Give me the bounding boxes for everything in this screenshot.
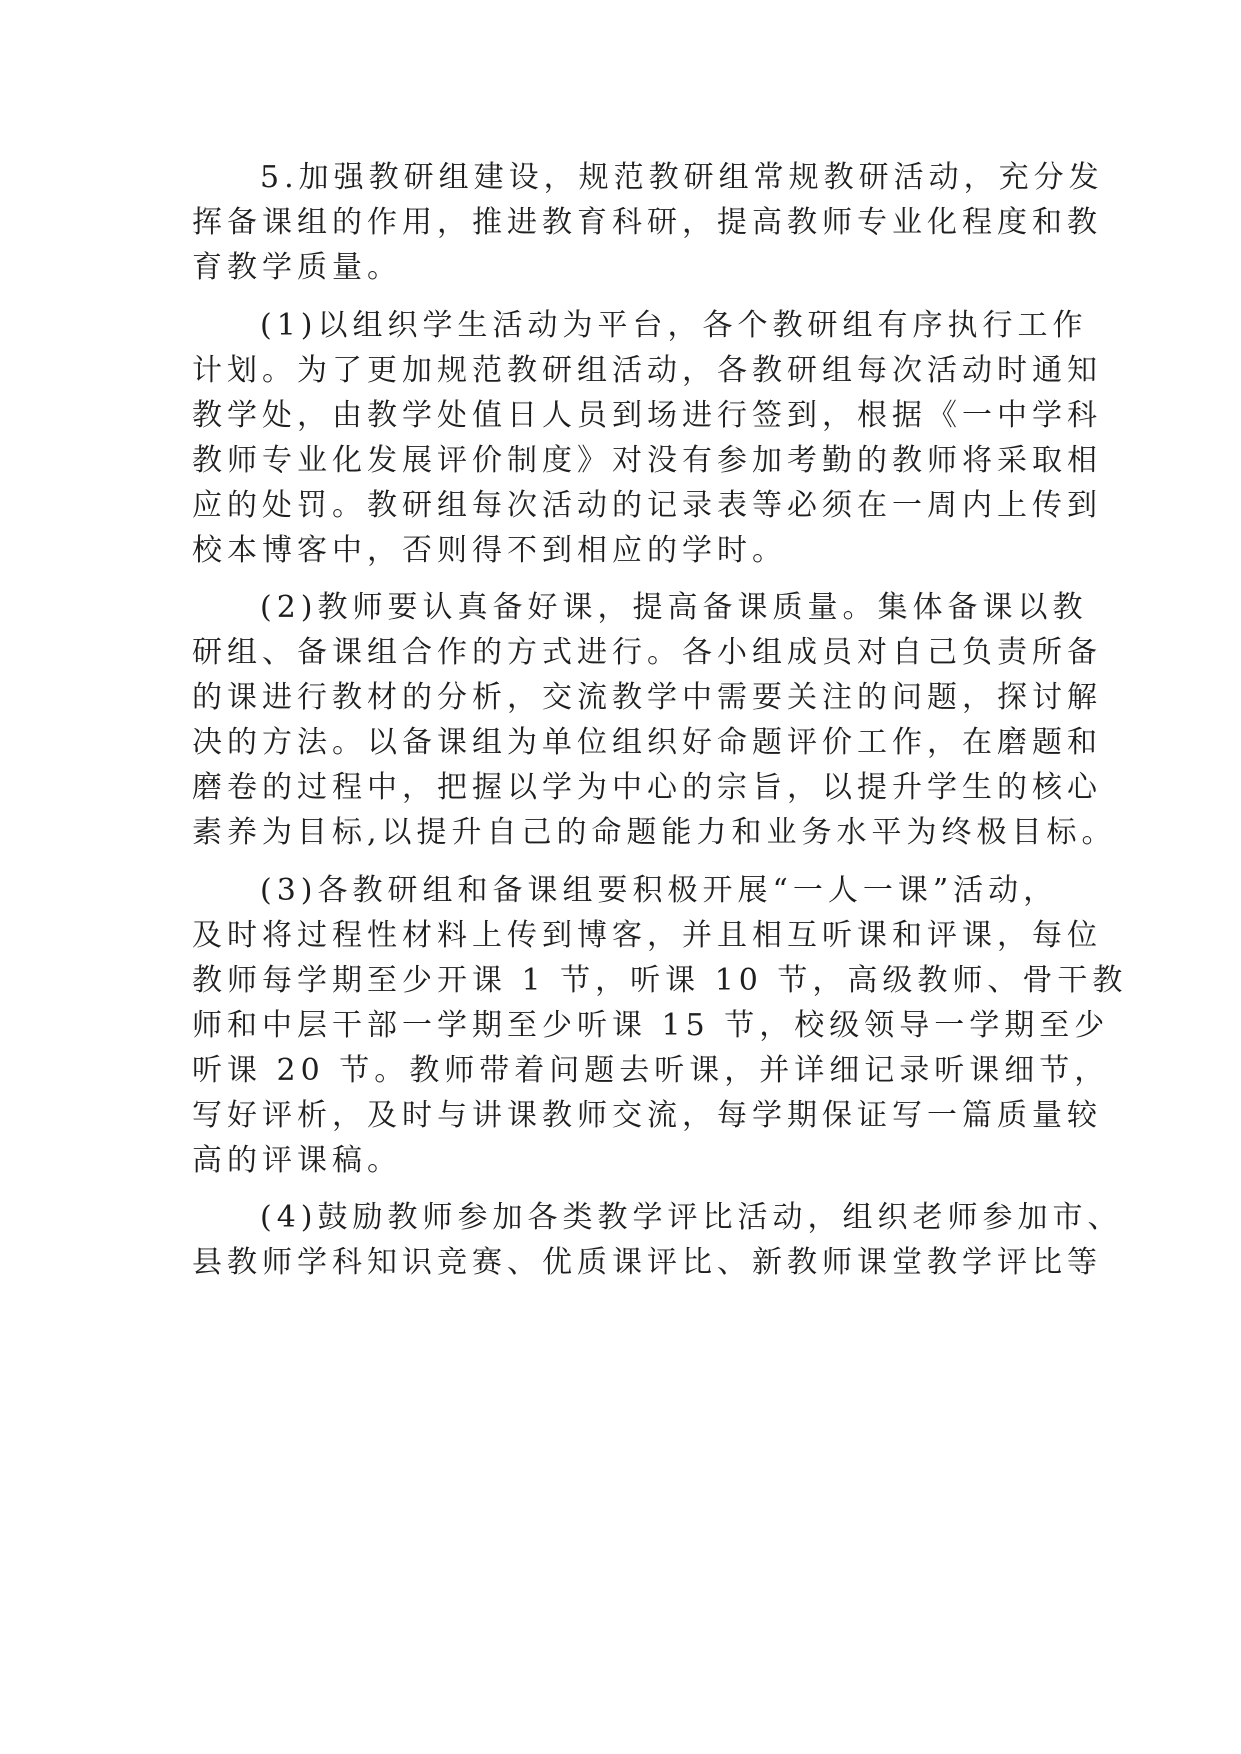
text-line: (3)各教研组和备课组要积极开展“一人一课”活动， bbox=[260, 872, 1059, 908]
text-line: 县教师学科知识竞赛、优质课评比、新教师课堂教学评比等 bbox=[192, 1245, 1102, 1280]
paragraph-5-2 bbox=[192, 585, 1117, 855]
paragraph-5-4 bbox=[192, 1195, 1123, 1285]
text-line: 计划。为了更加规范教研组活动，各教研组每次活动时通知 bbox=[192, 352, 1102, 388]
document-page bbox=[192, 155, 1128, 1298]
text-line: 育教学质量。 bbox=[192, 250, 402, 285]
text-line: 磨卷的过程中，把握以学为中心的宗旨，以提升学生的核心 bbox=[192, 770, 1102, 805]
text-line: 校本博客中，否则得不到相应的学时。 bbox=[192, 532, 787, 568]
text-line: 挥备课组的作用，推进教育科研，提高教师专业化程度和教 bbox=[192, 205, 1102, 240]
text-line: 素养为目标,以提升自己的命题能力和业务水平为终极目标。 bbox=[192, 815, 1117, 850]
text-line: 的课进行教材的分析，交流教学中需要关注的问题，探讨解 bbox=[192, 680, 1102, 715]
text-line: 研组、备课组合作的方式进行。各小组成员对自己负责所备 bbox=[192, 635, 1102, 670]
text-line: 决的方法。以备课组为单位组织好命题评价工作，在磨题和 bbox=[192, 725, 1102, 760]
text-line: 师和中层干部一学期至少听课 15 节，校级领导一学期至少 bbox=[192, 1007, 1110, 1043]
text-line: 高的评课稿。 bbox=[192, 1142, 402, 1178]
text-line: 写好评析，及时与讲课教师交流，每学期保证写一篇质量较 bbox=[192, 1097, 1102, 1133]
text-line: 应的处罚。教研组每次活动的记录表等必须在一周内上传到 bbox=[192, 487, 1102, 523]
text-line: 教师每学期至少开课 1 节，听课 10 节，高级教师、骨干教 bbox=[192, 962, 1128, 998]
paragraph-5-3 bbox=[192, 868, 1128, 1183]
text-line: (2)教师要认真备好课，提高备课质量。集体备课以教 bbox=[260, 590, 1088, 625]
text-line: (4)鼓励教师参加各类教学评比活动，组织老师参加市、 bbox=[260, 1200, 1123, 1235]
paragraph-5-1 bbox=[192, 303, 1102, 573]
text-line: 听课 20 节。教师带着问题去听课，并详细记录听课细节， bbox=[192, 1052, 1110, 1088]
text-line: 5.加强教研组建设，规范教研组常规教研活动，充分发 bbox=[260, 160, 1104, 195]
text-line: 及时将过程性材料上传到博客，并且相互听课和评课，每位 bbox=[192, 917, 1102, 953]
text-line: (1)以组织学生活动为平台，各个教研组有序执行工作 bbox=[260, 307, 1088, 343]
text-line: 教师专业化发展评价制度》对没有参加考勤的教师将采取相 bbox=[192, 442, 1102, 478]
paragraph-5 bbox=[192, 155, 1104, 290]
text-line: 教学处，由教学处值日人员到场进行签到，根据《一中学科 bbox=[192, 397, 1102, 433]
